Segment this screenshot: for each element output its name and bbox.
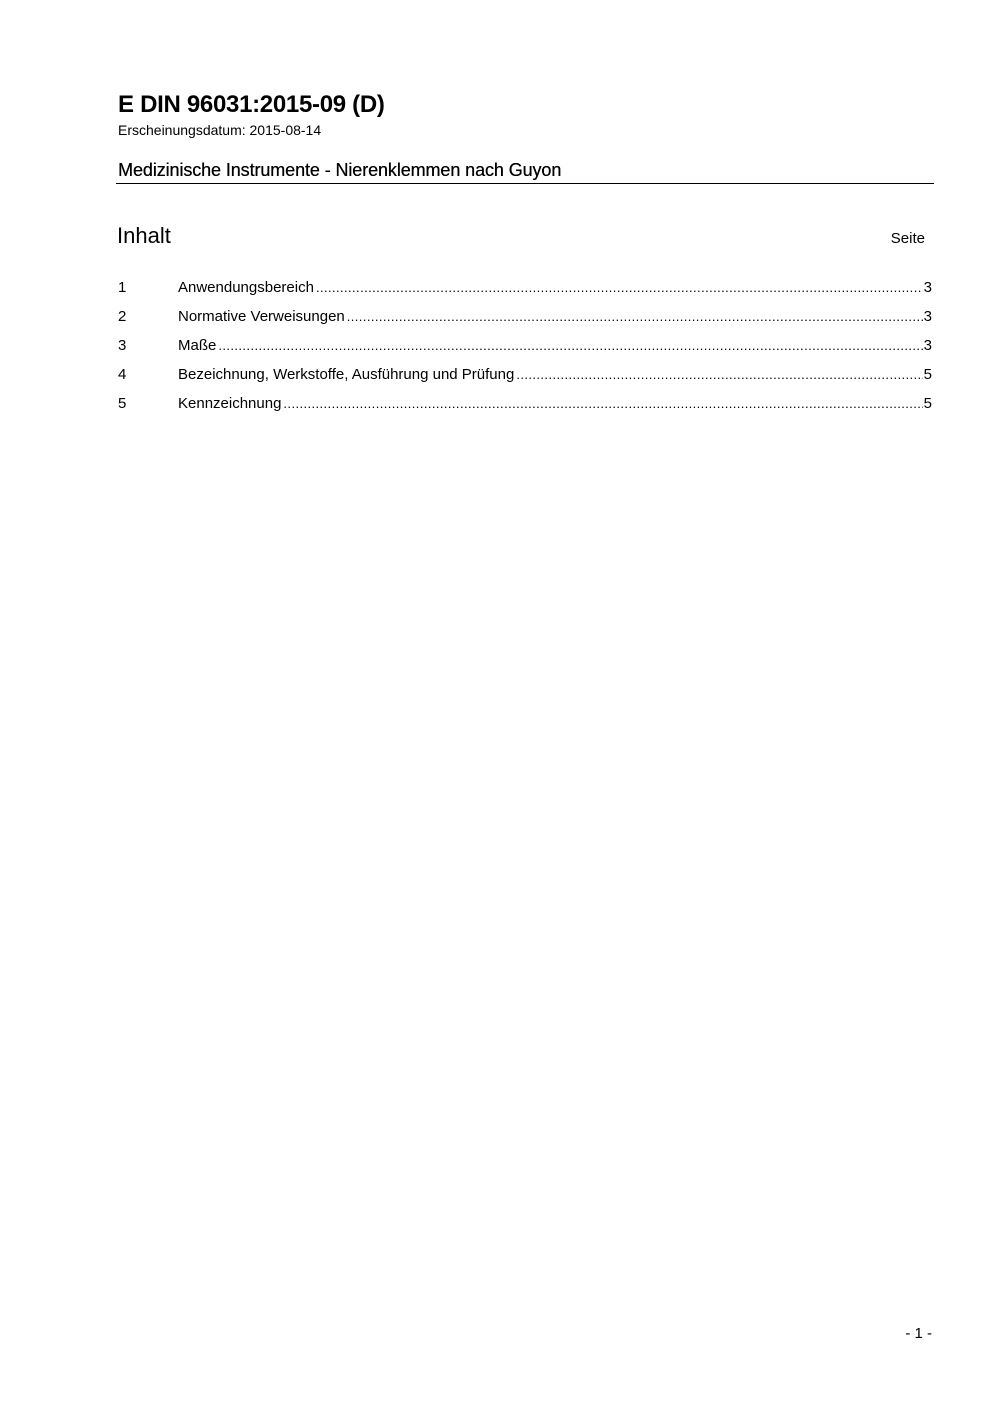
toc-entry-page: 5: [923, 366, 932, 383]
toc-entry[interactable]: [118, 365, 932, 394]
toc-entry[interactable]: [118, 278, 932, 307]
toc-dot-leader: [516, 365, 922, 385]
toc-entry-label: Bezeichnung, Werkstoffe, Ausführung und Prüfung: [178, 366, 515, 383]
publication-date: Erscheinungsdatum: 2015-08-14: [118, 122, 322, 138]
toc-entry-page: 5: [923, 395, 932, 412]
toc-entry[interactable]: [118, 307, 932, 336]
toc-dot-leader: [283, 394, 922, 414]
toc-entry-label: Kennzeichnung: [178, 395, 282, 412]
toc-dot-leader: [218, 336, 922, 356]
toc-dot-leader: [347, 307, 923, 327]
toc-entry-number: 4: [118, 366, 127, 383]
toc-entry-page: 3: [923, 279, 932, 296]
document-title: E DIN 96031:2015-09 (D): [118, 91, 385, 118]
toc-entry[interactable]: [118, 394, 932, 423]
toc-entry-label: Anwendungsbereich: [178, 279, 314, 296]
toc-entry-number: 3: [118, 337, 127, 354]
toc-entry[interactable]: [118, 336, 932, 365]
toc-entry-page: 3: [923, 308, 932, 325]
header-divider: [116, 183, 934, 184]
toc-page-column-label: Seite: [890, 230, 925, 247]
toc-entry-number: 5: [118, 395, 127, 412]
toc-entry-label: Normative Verweisungen: [178, 308, 345, 325]
table-of-contents: [118, 278, 932, 423]
toc-entry-label: Maße: [178, 337, 217, 354]
page-number: - 1 -: [905, 1325, 932, 1342]
toc-entry-number: 1: [118, 279, 127, 296]
toc-dot-leader: [316, 278, 923, 298]
document-subject: Medizinische Instrumente - Nierenklemmen nach Guyon: [118, 160, 562, 180]
toc-entry-page: 3: [923, 337, 932, 354]
toc-heading: Inhalt: [117, 223, 171, 248]
toc-entry-number: 2: [118, 308, 127, 325]
